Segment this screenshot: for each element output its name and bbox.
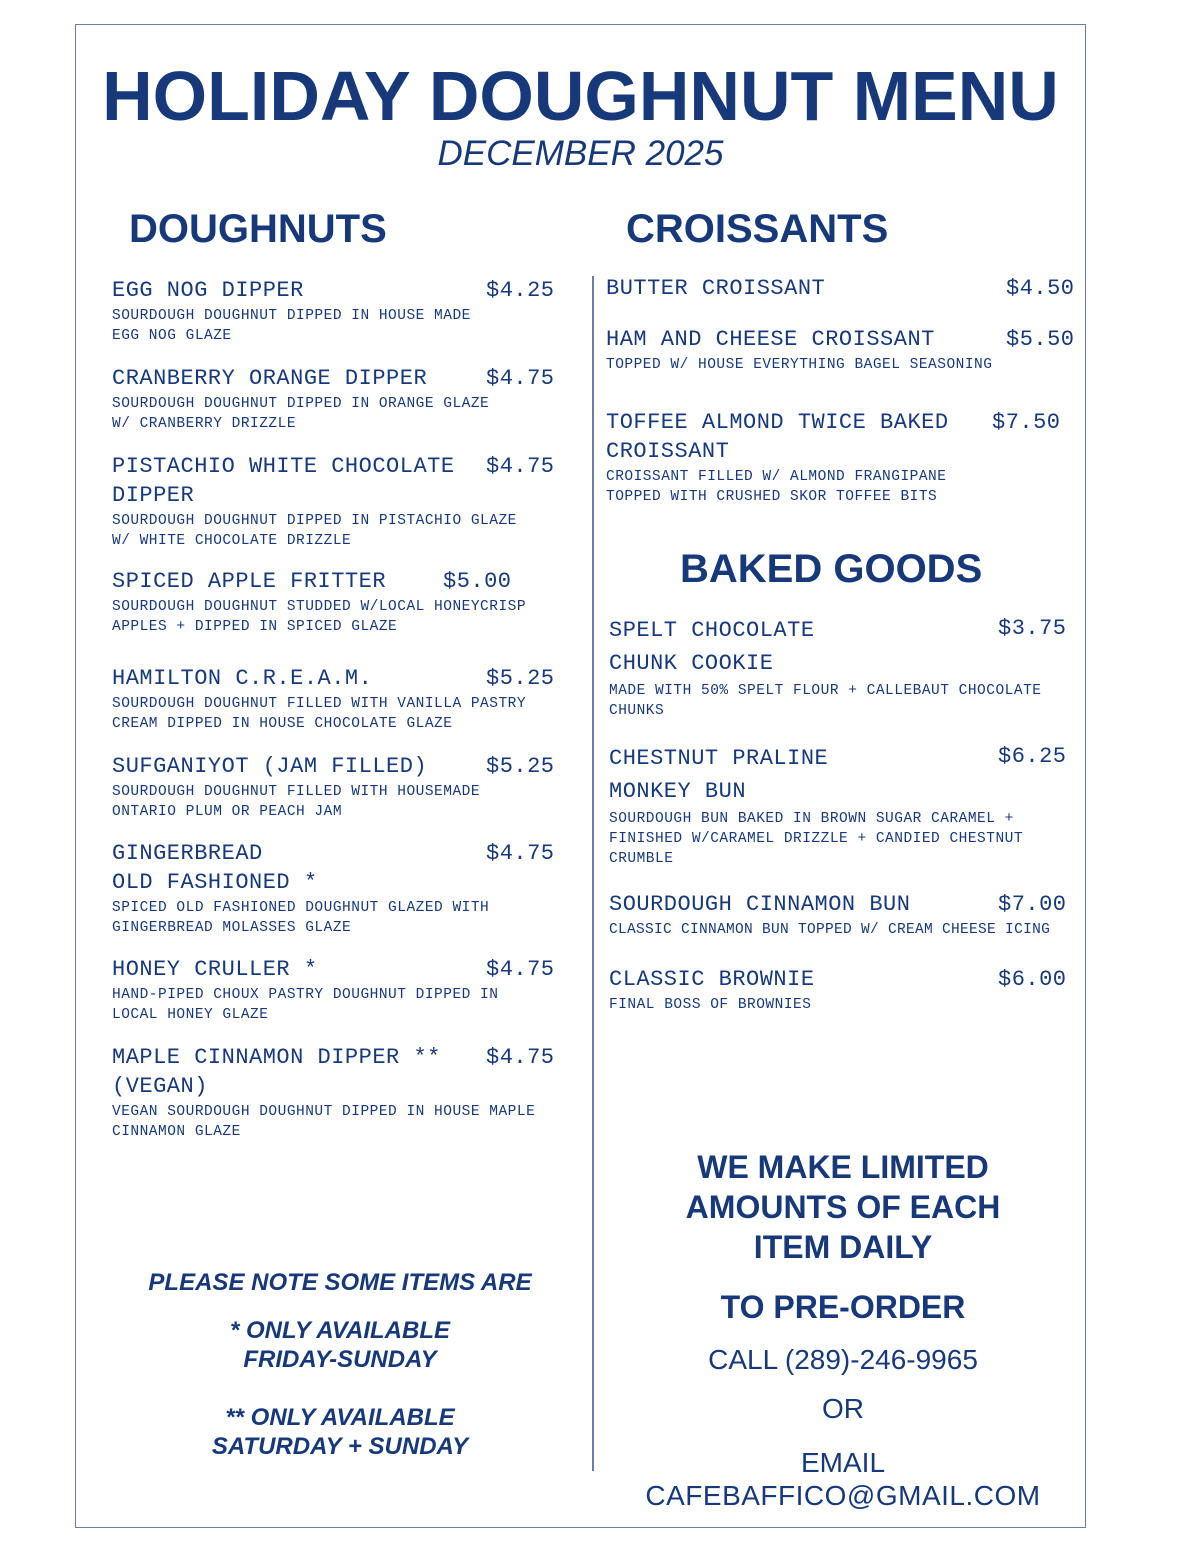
- menu-item-toffee-almond-croissant: [606, 408, 1078, 507]
- item-name: HAMILTON C.R.E.A.M.: [112, 666, 373, 691]
- menu-item-egg-nog-dipper: [112, 276, 562, 346]
- menu-subtitle: DECEMBER 2025: [437, 134, 724, 173]
- item-name: HONEY CRULLER *: [112, 957, 318, 982]
- croissants-heading: CROISSANTS: [626, 207, 889, 251]
- item-price: $5.25: [486, 666, 555, 691]
- menu-item-gingerbread-old-fashioned: [112, 839, 562, 938]
- availability-note-single-star: * ONLY AVAILABLE FRIDAY-SUNDAY: [229, 1317, 450, 1373]
- item-price: $6.25: [998, 744, 1067, 769]
- or-separator: OR: [822, 1393, 864, 1424]
- item-price: $4.25: [486, 278, 555, 303]
- item-price: $4.75: [486, 366, 555, 391]
- item-price: $4.75: [486, 841, 555, 866]
- item-price: $3.75: [998, 616, 1067, 641]
- item-price: $5.25: [486, 754, 555, 779]
- item-name: BUTTER CROISSANT: [606, 276, 826, 301]
- item-name: CLASSIC BROWNIE: [609, 967, 815, 992]
- menu-item-butter-croissant: [606, 274, 1078, 303]
- doughnuts-heading: DOUGHNUTS: [129, 207, 387, 251]
- item-description: SOURDOUGH DOUGHNUT DIPPED IN PISTACHIO GLAZE W/ WHITE CHOCOLATE DRIZZLE: [112, 513, 517, 549]
- menu-item-classic-brownie: [609, 965, 1079, 1015]
- preorder-heading: TO PRE-ORDER: [720, 1289, 966, 1325]
- column-divider: [592, 276, 594, 1471]
- item-description: FINAL BOSS OF BROWNIES: [609, 997, 812, 1013]
- menu-item-maple-cinnamon-dipper: [112, 1043, 572, 1142]
- item-description: VEGAN SOURDOUGH DOUGHNUT DIPPED IN HOUSE MAPLE CINNAMON GLAZE: [112, 1104, 536, 1140]
- item-name: GINGERBREAD OLD FASHIONED *: [112, 841, 318, 895]
- menu-item-spiced-apple-fritter: [112, 567, 562, 637]
- email-address[interactable]: CAFEBAFFICO@GMAIL.COM: [645, 1480, 1041, 1511]
- item-name: CHESTNUT PRALINE MONKEY BUN: [609, 746, 829, 804]
- item-description: SOURDOUGH DOUGHNUT FILLED WITH HOUSEMADE ONTARIO PLUM OR PEACH JAM: [112, 784, 481, 820]
- item-price: $6.00: [998, 967, 1067, 992]
- item-description: SOURDOUGH BUN BAKED IN BROWN SUGAR CARAMEL + FINISHED W/CARAMEL DRIZZLE + CANDIED CHESTNUT CRUMBLE: [609, 811, 1024, 867]
- item-description: SOURDOUGH DOUGHNUT FILLED WITH VANILLA PASTRY CREAM DIPPED IN HOUSE CHOCOLATE GLAZE: [112, 696, 527, 732]
- menu-item-chestnut-praline-monkey-bun: [609, 742, 1079, 869]
- item-name: HAM AND CHEESE CROISSANT: [606, 327, 935, 352]
- item-description: SPICED OLD FASHIONED DOUGHNUT GLAZED WITH GINGERBREAD MOLASSES GLAZE: [112, 900, 490, 936]
- item-price: $4.75: [486, 1045, 555, 1070]
- item-description: MADE WITH 50% SPELT FLOUR + CALLEBAUT CHOCOLATE CHUNKS: [609, 683, 1042, 719]
- item-name: MAPLE CINNAMON DIPPER ** (VEGAN): [112, 1045, 441, 1099]
- item-price: $5.00: [443, 569, 512, 594]
- availability-note-intro: PLEASE NOTE SOME ITEMS ARE: [148, 1269, 532, 1296]
- item-description: TOPPED W/ HOUSE EVERYTHING BAGEL SEASONING: [606, 357, 993, 373]
- item-description: CROISSANT FILLED W/ ALMOND FRANGIPANE TOPPED WITH CRUSHED SKOR TOFFEE BITS: [606, 469, 947, 505]
- item-price: $7.00: [998, 892, 1067, 917]
- item-price: $5.50: [1006, 327, 1075, 352]
- item-name: SPELT CHOCOLATE CHUNK COOKIE: [609, 618, 815, 676]
- menu-item-spelt-chocolate-chunk-cookie: [609, 614, 1079, 721]
- menu-item-sourdough-cinnamon-bun: [609, 890, 1081, 940]
- menu-item-hamilton-cream: [112, 664, 562, 734]
- item-name: SOURDOUGH CINNAMON BUN: [609, 892, 911, 917]
- item-description: SOURDOUGH DOUGHNUT DIPPED IN HOUSE MADE EGG NOG GLAZE: [112, 308, 471, 344]
- item-name: SUFGANIYOT (JAM FILLED): [112, 754, 428, 779]
- menu-item-ham-and-cheese-croissant: [606, 325, 1078, 375]
- item-price: $4.75: [486, 957, 555, 982]
- phone-number[interactable]: CALL (289)-246-9965: [708, 1344, 978, 1375]
- limited-notice: WE MAKE LIMITED AMOUNTS OF EACH ITEM DAILY: [685, 1149, 1001, 1265]
- item-description: CLASSIC CINNAMON BUN TOPPED W/ CREAM CHEESE ICING: [609, 922, 1051, 938]
- item-price: $7.50: [992, 410, 1061, 435]
- menu-item-pistachio-white-chocolate-dipper: [112, 452, 562, 551]
- item-description: SOURDOUGH DOUGHNUT DIPPED IN ORANGE GLAZE W/ CRANBERRY DRIZZLE: [112, 396, 490, 432]
- item-name: CRANBERRY ORANGE DIPPER: [112, 366, 428, 391]
- item-price: $4.50: [1006, 276, 1075, 301]
- item-name: TOFFEE ALMOND TWICE BAKED CROISSANT: [606, 410, 949, 464]
- menu-item-honey-cruller: [112, 955, 562, 1025]
- menu-item-cranberry-orange-dipper: [112, 364, 562, 434]
- item-name: SPICED APPLE FRITTER: [112, 569, 387, 594]
- item-name: EGG NOG DIPPER: [112, 278, 304, 303]
- availability-note-double-star: ** ONLY AVAILABLE SATURDAY + SUNDAY: [211, 1404, 469, 1460]
- baked-goods-heading: BAKED GOODS: [680, 547, 983, 591]
- email-label: EMAIL: [800, 1447, 886, 1478]
- menu-item-sufganiyot: [112, 752, 562, 822]
- item-price: $4.75: [486, 454, 555, 479]
- menu-title: HOLIDAY DOUGHNUT MENU: [102, 57, 1059, 135]
- item-description: SOURDOUGH DOUGHNUT STUDDED W/LOCAL HONEYCRISP APPLES + DIPPED IN SPICED GLAZE: [112, 599, 527, 635]
- item-description: HAND-PIPED CHOUX PASTRY DOUGHNUT DIPPED IN LOCAL HONEY GLAZE: [112, 987, 499, 1023]
- item-name: PISTACHIO WHITE CHOCOLATE DIPPER: [112, 454, 455, 508]
